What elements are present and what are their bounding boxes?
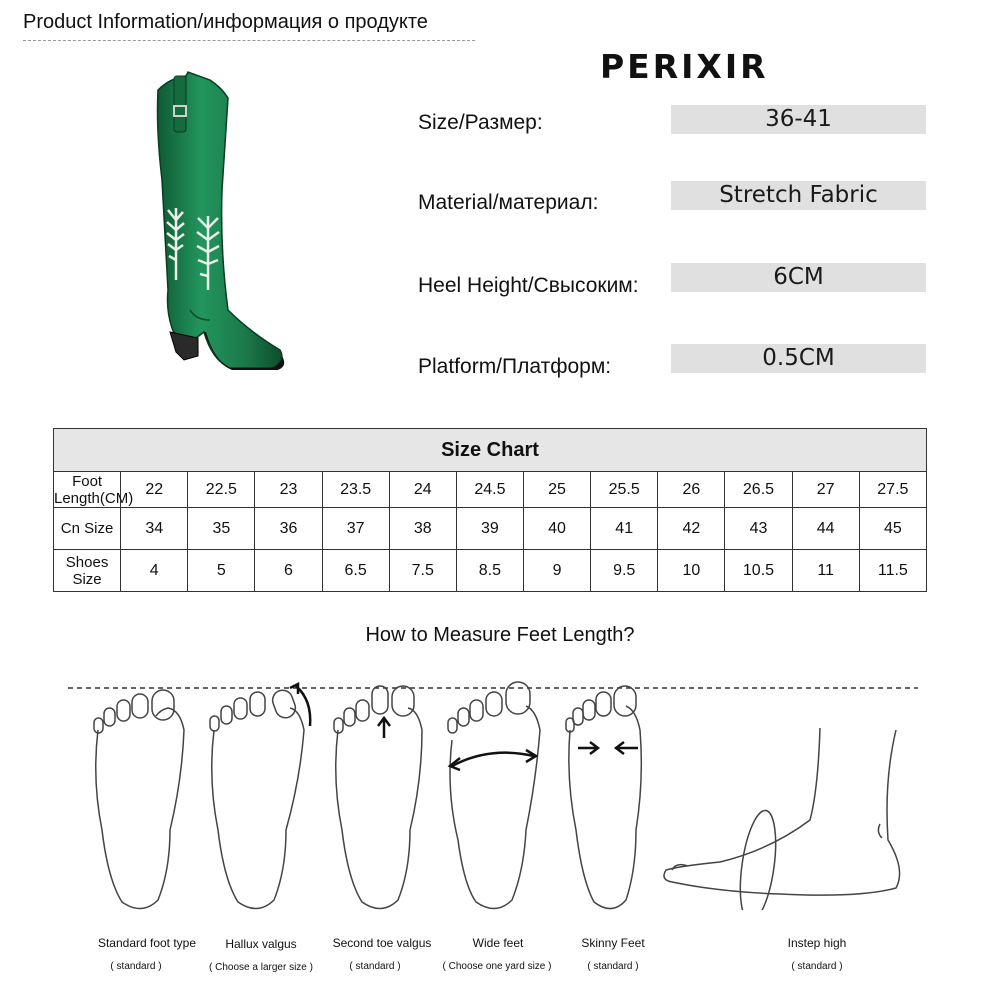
size-chart-row bbox=[54, 550, 927, 592]
size-chart-cell: 24.5 bbox=[456, 472, 523, 508]
size-chart-title: Size Chart bbox=[54, 429, 927, 472]
size-chart-cell: 25.5 bbox=[591, 472, 658, 508]
size-chart-table bbox=[53, 428, 927, 592]
size-chart-row-label: Shoes Size bbox=[54, 550, 121, 592]
size-chart-cell: 5 bbox=[188, 550, 255, 592]
size-chart-cell: 35 bbox=[188, 508, 255, 550]
size-chart-cell: 23.5 bbox=[322, 472, 389, 508]
brand-name: PERIXIR bbox=[600, 47, 769, 86]
size-chart-cell: 23 bbox=[255, 472, 322, 508]
measure-title: How to Measure Feet Length? bbox=[365, 624, 635, 646]
hallux-valgus-label: Hallux valgus bbox=[225, 937, 297, 951]
size-chart-cell: 27.5 bbox=[859, 472, 926, 508]
page-header-title: Product Information/информация о продукте bbox=[23, 11, 428, 33]
size-chart-row bbox=[54, 508, 927, 550]
size-chart-cell: 8.5 bbox=[456, 550, 523, 592]
size-chart-cell: 45 bbox=[859, 508, 926, 550]
size-chart-cell: 7.5 bbox=[389, 550, 456, 592]
feet-diagram bbox=[0, 670, 1000, 910]
size-chart-cell: 4 bbox=[121, 550, 188, 592]
hallux-valgus-note: ( Choose a larger size ) bbox=[209, 962, 313, 973]
wide-feet-note: ( Choose one yard size ) bbox=[442, 961, 552, 972]
size-chart-row-label: Foot Length(CM) bbox=[54, 472, 134, 507]
size-chart-cell: 9.5 bbox=[591, 550, 658, 592]
size-chart-cell: 24 bbox=[389, 472, 456, 508]
size-chart-cell: 41 bbox=[591, 508, 658, 550]
size-chart-cell: 6 bbox=[255, 550, 322, 592]
wide-feet-label: Wide feet bbox=[472, 936, 524, 950]
size-label: Size/Размер: bbox=[418, 111, 543, 134]
size-chart-cell: 10 bbox=[658, 550, 725, 592]
platform-value: 0.5CM bbox=[671, 344, 926, 373]
second-toe-valgus-label: Second toe valgus bbox=[332, 936, 432, 950]
size-chart-cell: 40 bbox=[523, 508, 590, 550]
size-chart-cell: 44 bbox=[792, 508, 859, 550]
size-chart-cell: 11 bbox=[792, 550, 859, 592]
size-chart-cell: 34 bbox=[121, 508, 188, 550]
size-chart-cell: 39 bbox=[456, 508, 523, 550]
boot-image bbox=[150, 70, 290, 380]
size-chart-cell: 10.5 bbox=[725, 550, 792, 592]
skinny-feet-foot-icon bbox=[566, 686, 641, 909]
size-chart-cell: 11.5 bbox=[859, 550, 926, 592]
size-chart-cell: 9 bbox=[523, 550, 590, 592]
size-chart-row-label: Cn Size bbox=[54, 508, 121, 550]
size-chart-cell: 6.5 bbox=[322, 550, 389, 592]
heel-height-label: Heel Height/Свысоким: bbox=[418, 274, 639, 297]
material-label: Material/материал: bbox=[418, 191, 599, 214]
header-divider bbox=[23, 40, 475, 41]
size-chart-cell: 25 bbox=[523, 472, 590, 508]
size-value: 36-41 bbox=[671, 105, 926, 134]
size-chart-cell: 22 bbox=[121, 472, 188, 508]
instep-high-note: ( standard ) bbox=[791, 961, 843, 972]
standard-foot-note: ( standard ) bbox=[110, 961, 162, 972]
size-chart-cell: 42 bbox=[658, 508, 725, 550]
wide-feet-foot-icon bbox=[448, 682, 540, 909]
instep-high-foot-icon bbox=[664, 728, 900, 910]
skinny-feet-note: ( standard ) bbox=[587, 961, 639, 972]
heel-height-value: 6CM bbox=[671, 263, 926, 292]
size-chart-cell: 36 bbox=[255, 508, 322, 550]
size-chart-cell: 37 bbox=[322, 508, 389, 550]
hallux-valgus-foot-icon bbox=[210, 684, 310, 909]
material-value: Stretch Fabric bbox=[671, 181, 926, 210]
size-chart-cell: 27 bbox=[792, 472, 859, 508]
size-chart-cell: 22.5 bbox=[188, 472, 255, 508]
size-chart-cell: 26.5 bbox=[725, 472, 792, 508]
standard-foot-icon bbox=[94, 690, 184, 909]
size-chart-cell: 43 bbox=[725, 508, 792, 550]
skinny-feet-label: Skinny Feet bbox=[581, 936, 645, 950]
second-toe-valgus-note: ( standard ) bbox=[349, 961, 401, 972]
size-chart-row bbox=[54, 472, 927, 508]
standard-foot-label: Standard foot type bbox=[97, 936, 197, 950]
second-toe-valgus-foot-icon bbox=[334, 686, 422, 909]
instep-high-label: Instep high bbox=[787, 936, 847, 950]
size-chart-cell: 38 bbox=[389, 508, 456, 550]
platform-label: Platform/Платформ: bbox=[418, 355, 612, 378]
size-chart-cell: 26 bbox=[658, 472, 725, 508]
